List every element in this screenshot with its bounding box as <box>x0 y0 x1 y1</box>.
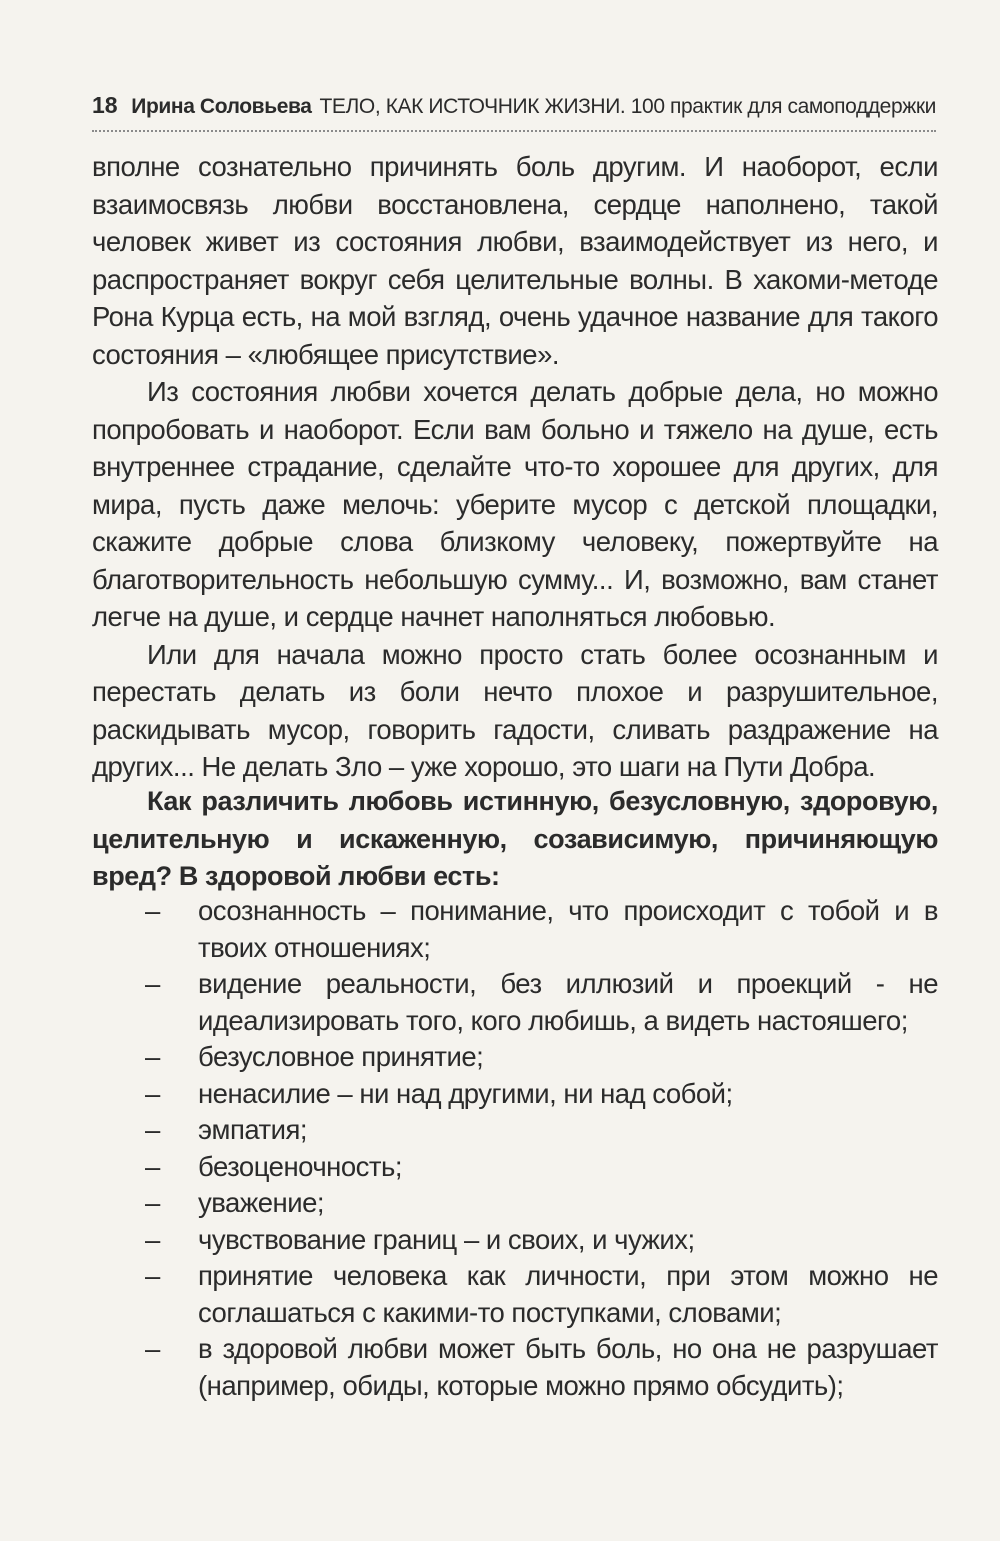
list-item-text: ненасилие – ни над другими, ни над собой; <box>198 1077 733 1109</box>
running-title <box>131 95 936 119</box>
page-number: 18 <box>92 92 118 118</box>
list-dash: – <box>145 1187 160 1218</box>
list-item <box>92 1112 938 1149</box>
list-dash: – <box>145 1260 160 1291</box>
list-item <box>92 1185 938 1222</box>
list-dash: – <box>145 1150 160 1182</box>
paragraph: Из состояния любви хочется делать добрые дела, но можно попробовать и наоборот. Если вам больно и тяжело на душе, есть внутреннее страдание, сделайте что-то хорошее для других, для мира, пусть даже мелочь: уберите мусор с детской площадки, скажите добрые слова близкому человеку, пожертвуйте на благотворительность небольшую сумму... И, возможно, вам станет легче на душе, и сердце начнет наполняться любовью. <box>92 376 938 632</box>
list-item-text: видение реальности, без иллюзий и проекций - не идеализировать того, кого любишь, а видеть настояшего; <box>198 968 938 1036</box>
section-lead-in: Как различить любовь истинную, безусловную, здоровую, целительную и искаженную, созависимую, причиняющую вред? В здоровой любви есть: <box>92 786 938 891</box>
body-text <box>92 148 938 786</box>
running-header <box>92 92 936 119</box>
list-item <box>92 1222 938 1259</box>
list-item-text: безоценочность; <box>198 1150 402 1182</box>
qualities-list <box>92 893 938 1404</box>
list-item <box>92 1039 938 1076</box>
list-item <box>92 966 938 1039</box>
list-item <box>92 1149 938 1186</box>
list-dash: – <box>145 895 160 926</box>
list-dash: – <box>145 968 160 999</box>
list-item <box>92 893 938 966</box>
book-title: ТЕЛО, КАК ИСТОЧНИК ЖИЗНИ. 100 практик для самоподдержки <box>319 95 936 118</box>
list-item <box>92 1331 938 1404</box>
author-name: Ирина Соловьева <box>131 95 312 118</box>
list-item-text: эмпатия; <box>198 1114 308 1145</box>
list-dash: – <box>145 1041 160 1072</box>
list-item-text: в здоровой любви может быть боль, но она не разрушает (например, обиды, которые можно прямо обсудить); <box>198 1333 938 1401</box>
list-item-text: чувствование границ – и своих, и чужих; <box>198 1223 695 1255</box>
paragraph: Или для начала можно просто стать более осознанным и перестать делать из боли нечто плохое и разрушительное, раскидывать мусор, говорить гадости, сливать раздражение на других... Не делать Зло – уже хорошо, это шаги на Пути Добра. <box>92 638 938 782</box>
list-dash: – <box>145 1077 160 1109</box>
list-item <box>92 1076 938 1113</box>
list-dash: – <box>145 1223 160 1255</box>
list-dash: – <box>145 1333 160 1364</box>
list-item-text: безусловное принятие; <box>198 1041 484 1072</box>
list-item-text: принятие человека как личности, при этом можно не соглашаться с какими-то поступками, словами; <box>198 1260 938 1328</box>
list-item-text: осознанность – понимание, что происходит с тобой и в твоих отношениях; <box>198 895 938 963</box>
header-divider <box>92 130 936 132</box>
paragraph: вполне сознательно причинять боль другим. И наоборот, если взаимосвязь любви восстановлена, сердце наполнено, такой человек живет из состояния любви, взаимодействует из него, и распространяет вокруг себя целительные волны. В хакоми-методе Рона Курца есть, на мой взгляд, очень удачное название для такого состояния – «любящее присутствие». <box>92 151 938 370</box>
list-item-text: уважение; <box>198 1187 325 1218</box>
list-item <box>92 1258 938 1331</box>
list-dash: – <box>145 1114 160 1145</box>
